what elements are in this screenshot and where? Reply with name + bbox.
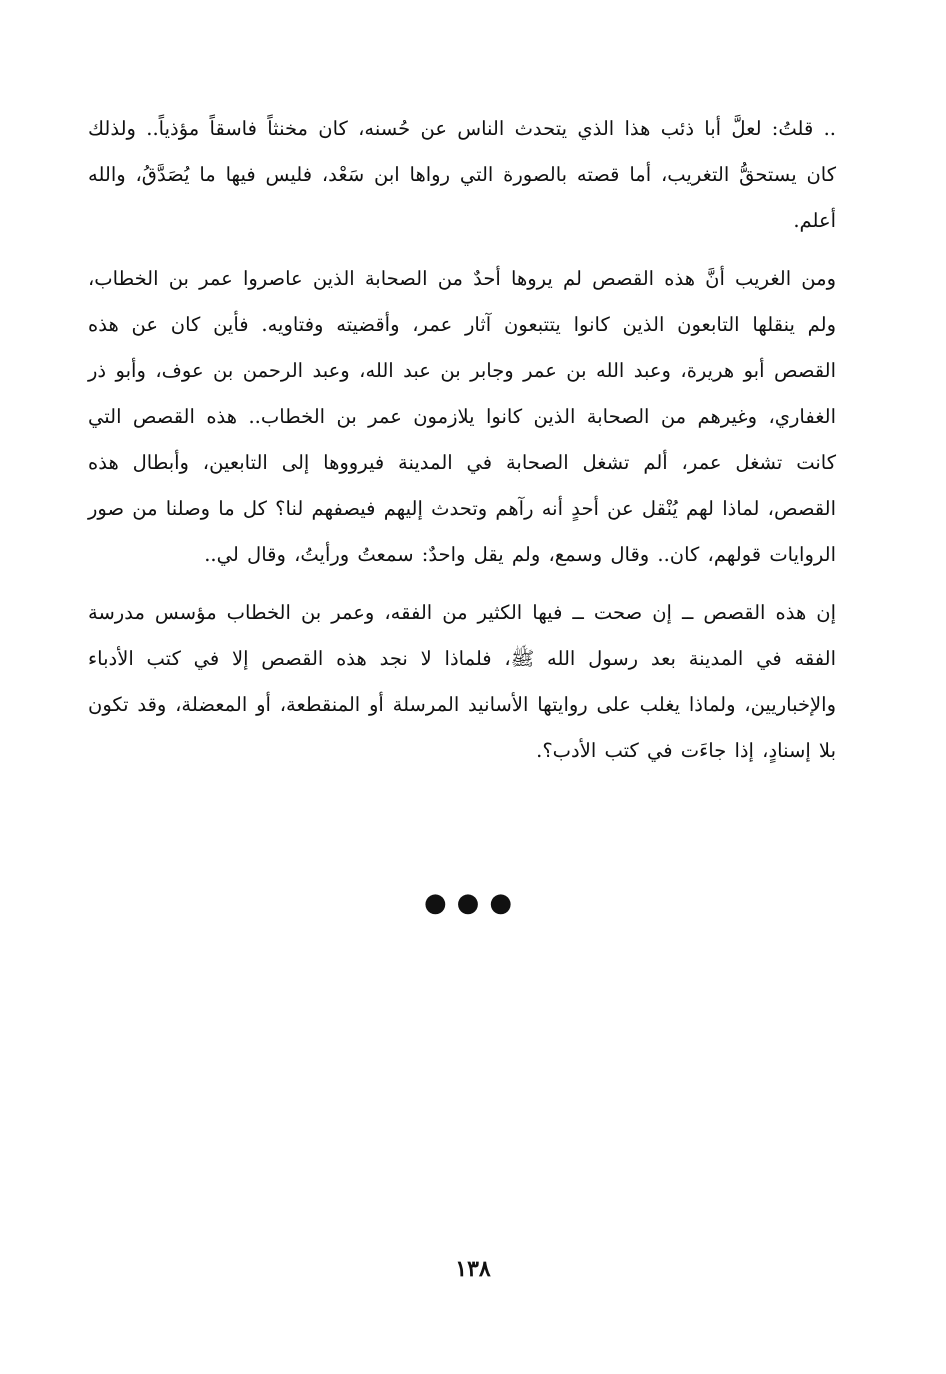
paragraph-2 [88, 256, 836, 578]
paragraph-3 [88, 590, 836, 774]
page-number: ١٣٨ [455, 1256, 491, 1282]
body-text [88, 106, 836, 786]
paragraph-text: إن هذه القصص ــ إن صحت ــ فيها الكثير من الفقه، وعمر بن الخطاب مؤسس مدرسة الفقه في المدينة بعد رسول الله ﷺ، فلماذا لا نجد هذه القصص إلا في كتب الأدباء والإخباريين، ولماذا يغلب على روايتها الأسانيد المرسلة أو المنقطعة، أو المعضلة، وقد تكون بلا إسنادٍ، إذا جاءَت في كتب الأدب؟. [88, 601, 836, 762]
paragraph-text: .. قلتُ: لعلَّ أبا ذئب هذا الذي يتحدث الناس عن حُسنه، كان مخنثاً فاسقاً مؤذياً.. ولذلك كان يستحقُّ التغريب، أما قصته بالصورة التي رواها ابن سَعْد، فليس فيها ما يُصَدَّقُ، والله أعلم. [88, 117, 836, 232]
paragraph-1 [88, 106, 836, 244]
section-separator-dots: ●●● [423, 888, 523, 918]
paragraph-text: ومن الغريب أنَّ هذه القصص لم يروها أحدٌ من الصحابة الذين عاصروا عمر بن الخطاب، ولم ينقلها التابعون الذين كانوا يتتبعون آثار عمر، وأقضيته وفتاويه. فأين كان عن هذه القصص أبو هريرة، وعبد الله بن عمر وجابر بن عبد الله، وعبد الرحمن بن عوف، وأبو ذر الغفاري، وغيرهم من الصحابة الذين كانوا يلازمون عمر بن الخطاب.. هذه القصص التي كانت تشغل عمر، ألم تشغل الصحابة في المدينة فيرووها إلى التابعين، وأبطال هذه القصص، لماذا لهم يُنْقل عن أحدٍ أنه رآهم وتحدث إليهم فيصفهم لنا؟ كل ما وصلنا من صور الروايات قولهم، كان.. وقال وسمع، ولم يقل واحدٌ: سمعتُ ورأيتُ، وقال لي.. [88, 267, 836, 566]
